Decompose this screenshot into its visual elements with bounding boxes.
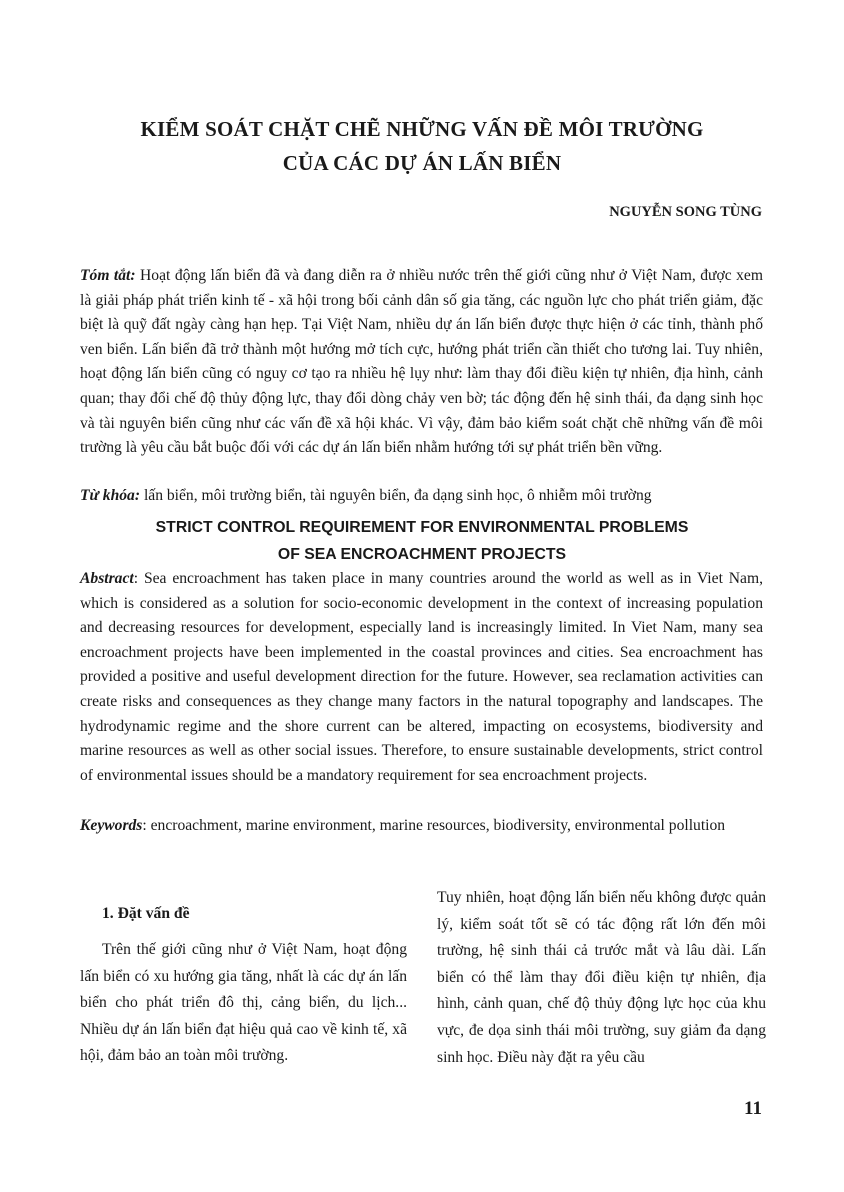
article-title-en-line-2: OF SEA ENCROACHMENT PROJECTS — [277, 546, 567, 563]
summary-vi-label: Tóm tắt: — [80, 267, 136, 284]
article-title-vi-line-2: CỦA CÁC DỰ ÁN LẤN BIỂN — [282, 151, 562, 175]
section-1-heading: 1. Đặt vấn đề — [102, 905, 190, 922]
keywords-vi — [80, 484, 763, 509]
keywords-en-text: : encroachment, marine environment, marine resources, biodiversity, environmental pollution — [142, 817, 726, 834]
author-name: NGUYỄN SONG TÙNG — [609, 204, 762, 220]
article-title-vi — [0, 112, 844, 180]
summary-vi — [80, 264, 763, 461]
abstract-en — [80, 567, 763, 788]
article-title-vi-line-1: KIỂM SOÁT CHẶT CHẼ NHỮNG VẤN ĐỀ MÔI TRƯỜNG — [140, 117, 704, 141]
section-1-right-paragraph: Tuy nhiên, hoạt động lấn biển nếu không được quản lý, kiểm soát tốt sẽ có tác động rất lớn đến môi trường, hệ sinh thái cả trước mắt và lâu dài. Lấn biển có thể làm thay đổi điều kiện tự nhiên, địa hình, cảnh quan, chế độ thủy động lực học của khu vực, đe dọa sinh thái môi trường, suy giảm đa dạng sinh học. Điều này đặt ra yêu cầu — [437, 889, 766, 1066]
abstract-en-text: : Sea encroachment has taken place in many countries around the world as well as in Viet Nam, which is considered as a solution for socio-economic development in the context of increasing population and decreasing resources for development, especially land is increasingly limited. In Viet Nam, many sea encroachment projects have been implemented in the coastal provinces and cities. Sea encroachment has provided a positive and useful development direction for the future. However, sea reclamation activities can create risks and consequences as they change many factors in the natural topography and landscapes. The hydrodynamic regime and the shore current can be altered, impacting on ecosystems, biodiversity and marine resources as well as other social issues. Therefore, to ensure sustainable developments, strict control of environmental issues should be a mandatory requirement for sea encroachment projects. — [80, 570, 763, 784]
keywords-vi-label: Từ khóa: — [80, 487, 141, 504]
keywords-en-label: Keywords — [80, 817, 143, 834]
keywords-vi-text: lấn biển, môi trường biển, tài nguyên biển, đa dạng sinh học, ô nhiễm môi trường — [143, 487, 652, 504]
summary-vi-text: Hoạt động lấn biển đã và đang diễn ra ở nhiều nước trên thế giới cũng như ở Việt Nam, được xem là giải pháp phát triển kinh tế - xã hội trong bối cảnh dân số gia tăng, các nguồn lực cho phát triển giảm, đặc biệt là quỹ đất ngày càng hạn hẹp. Tại Việt Nam, nhiều dự án lấn biển được thực hiện ở các tỉnh, thành phố ven biển. Lấn biển đã trở thành một hướng mở tích cực, hướng phát triển cần thiết cho tương lai. Tuy nhiên, hoạt động lấn biển cũng có nguy cơ tạo ra nhiều hệ lụy như: làm thay đổi điều kiện tự nhiên, địa hình, cảnh quan; thay đổi chế độ thủy động lực, thay đổi dòng chảy ven bờ; tác động đến hệ sinh thái, đa dạng sinh học và tài nguyên biển cũng như các vấn đề xã hội khác. Vì vậy, đảm bảo kiểm soát chặt chẽ những vấn đề môi trường là yêu cầu bắt buộc đối với các dự án lấn biển nhằm hướng tới sự phát triển bền vững. — [80, 267, 763, 457]
keywords-en — [80, 814, 763, 839]
section-1-left-paragraph: Trên thế giới cũng như ở Việt Nam, hoạt động lấn biển có xu hướng gia tăng, nhất là các dự án lấn biển cho phát triển đô thị, cảng biển, du lịch... Nhiều dự án lấn biển đạt hiệu quả cao về kinh tế, xã hội, đảm bảo an toàn môi trường. — [80, 941, 407, 1065]
article-title-en-line-1: STRICT CONTROL REQUIREMENT FOR ENVIRONMENTAL PROBLEMS — [155, 519, 689, 536]
page-number: 11 — [744, 1098, 762, 1119]
abstract-en-label: Abstract — [80, 570, 134, 587]
article-title-en — [0, 514, 844, 568]
